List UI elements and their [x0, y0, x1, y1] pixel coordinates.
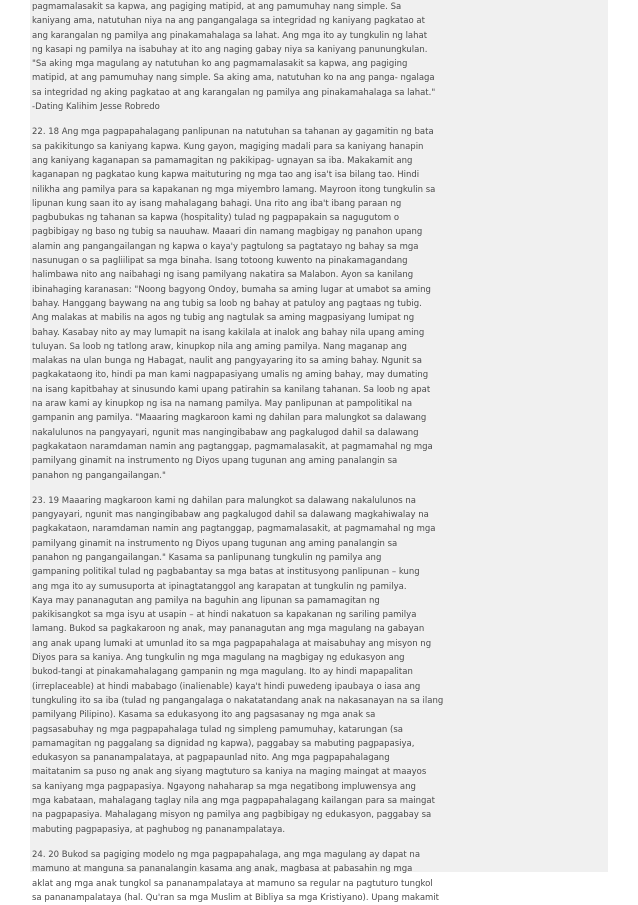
text-line: panahon ng pangangailangan.": [32, 470, 166, 481]
text-line: tungkuling ito sa iba (tulad ng pangangalaga o nakatatandang anak na nakasanayan na sa ilang: [32, 695, 444, 706]
text-line: bahay. Kasabay nito ay may lumapit na isang kakilala at inalok ang bahay nila upang aming: [32, 327, 425, 338]
text-line: sa pakikitungo sa kaniyang kapwa. Kung gayon, magiging madali para sa kaniyang hanapin: [32, 141, 424, 152]
paragraph-gap: [32, 837, 592, 848]
paragraph: [32, 494, 592, 837]
document-body: [32, 0, 592, 905]
paragraph-gap: [32, 483, 592, 494]
text-line: panahon ng pangangailangan." Kasama sa panlipunang tungkulin ng pamilya ang: [32, 552, 382, 563]
text-line: maitatanim sa puso ng anak ang siyang magtuturo sa kaniya na maging maingat at maayos: [32, 767, 427, 778]
text-line: pakikisangkot sa mga isyu at usapin – at hindi nakatuon sa kapakanan ng sariling pamilya: [32, 610, 417, 621]
text-line: nasunugan o sa pagliilipat sa mga binaha. Isang totoong kuwento na pinakamagandang: [32, 256, 408, 267]
text-line: 24. 20 Bukod sa pagiging modelo ng mga pagpapahalaga, ang mga magulang ay dapat na: [32, 849, 421, 860]
text-line: 22. 18 Ang mga pagpapahalagang panlipunan na natutuhan sa tahanan ay gagamitin ng bata: [32, 127, 434, 138]
text-line: na pagpapasiya. Mahalagang misyon ng pamilya ang pagbibigay ng edukasyon, paggabay sa: [32, 810, 432, 821]
text-line: na isang kapitbahay at sinusundo kami upang patirahin sa kanilang tahanan. Sa loob ng apat: [32, 384, 431, 395]
text-line: Ang malakas at mabilis na agos ng tubig ang nagtulak sa aming magpasiyang lumipat ng: [32, 313, 415, 324]
text-line: sa pananampalataya (hal. Qu'ran sa mga Muslim at Bibliya sa mga Kristiyano). Upang makamit: [32, 892, 440, 903]
text-line: alamin ang pangangailangan ng kapwa o kaya'y pagtulong sa pagtatayo ng bahay sa mga: [32, 241, 419, 252]
text-line: ang anak upang lumaki at umunlad ito sa mga pagpapahalaga at maisabuhay ang misyon ng: [32, 638, 432, 649]
text-line: mamuno at manguna sa pananalangin kasama ang anak, magbasa at pabasahin ng mga: [32, 864, 413, 875]
text-line: na araw kami ay kinupkop ng isa na namang pamilya. May panlipunan at pampolitikal na: [32, 399, 413, 410]
text-line: pamilyang ginamit na instrumento ng Diyos upang tugunan ang aming panalangin sa: [32, 538, 398, 549]
text-line: ng kasapi ng pamilya na isabuhay at ito ang naging gabay niya sa kaniyang panunungkulan.: [32, 44, 428, 55]
text-line: pagkakataong ito, hindi pa man kami nagpapasiyang umalis ng aming bahay, may dumating: [32, 370, 429, 381]
paragraph: [32, 0, 592, 114]
text-line: mabuting pagpapasiya, at paghubog ng pananampalataya.: [32, 824, 286, 835]
text-line: gampaning politikal tulad ng pagbabantay sa mga batas at institusyong panlipunan – kung: [32, 567, 420, 578]
text-line: -Dating Kalihim Jesse Robredo: [32, 102, 160, 113]
text-line: pagbubukas ng tahanan sa kapwa (hospitality) tulad ng pagpapakain sa nagugutom o: [32, 213, 400, 224]
text-line: nilikha ang pamilya para sa kapakanan ng mga miyembro lamang. Mayroon itong tungkulin sa: [32, 184, 436, 195]
text-line: gampanin ang pamilya. "Maaaring magkaroon kami ng dahilan para malungkot sa dalawang: [32, 413, 427, 424]
text-line: pagkakataon naramdaman namin ang pagtanggap, pagmamalasakit, at pagmamahal ng mga: [32, 441, 433, 452]
text-line: ang mga ito ay sumusuporta at ipinagtatanggol ang karapatan at tungkulin ng pamilya.: [32, 581, 407, 592]
text-line: sa integridad ng aking pagkatao at ang karangalan ng pamilya ang pinakamahalaga sa lahat.": [32, 87, 436, 98]
text-line: kaniyang ama, natutuhan niya na ang pangangalaga sa integridad ng kaniyang pagkatao at: [32, 16, 425, 27]
text-line: pagmamalasakit sa kapwa, ang pagiging matipid, at ang pamumuhay nang simple. Sa: [32, 2, 402, 12]
text-line: kaganapan ng pagkatao kung kapwa maituturing ng mga tao ang isa't isa bilang tao. Hindi: [32, 170, 420, 181]
text-line: malakas na ulan bunga ng Habagat, naulit ang pangyayaring ito sa aming bahay. Ngunit sa: [32, 356, 422, 367]
paragraph-gap: [32, 114, 592, 125]
text-line: halimbawa nito ang naibahagi ng isang pamilyang nakatira sa Malabon. Ayon sa kanilang: [32, 270, 414, 281]
text-line: matipid, at ang pamumuhay nang simple. Sa aking ama, natutuhan ko na ang panga- ngalaga: [32, 73, 435, 84]
text-line: pangyayari, ngunit mas nangingibabaw ang pagkalugod dahil sa dalawang magkahiwalay na: [32, 510, 429, 521]
text-line: ang karangalan ng pamilya ang pinakamahalaga sa lahat. Ang mga ito ay tungkulin ng lahat: [32, 30, 428, 41]
text-line: tuluyan. Sa loob ng tatlong araw, kinupkop nila ang aming pamilya. Nang maganap ang: [32, 341, 407, 352]
text-line: Kaya may pananagutan ang pamilya na baguhin ang lipunan sa pamamagitan ng: [32, 595, 380, 606]
text-line: pagbibigay ng baso ng tubig sa nauuhaw. Maaari din namang magbigay ng panahon upang: [32, 227, 423, 238]
text-line: pamilyang Pilipino). Kasama sa edukasyong ito ang pagsasanay ng mga anak sa: [32, 710, 376, 721]
text-line: edukasyon sa pananampalataya, at pagpapaunlad nito. Ang mga pagpapahalagang: [32, 753, 390, 764]
text-line: pagsasabuhay ng mga pagpapahalaga tulad ng simpleng pamumuhay, katarungan (sa: [32, 724, 403, 735]
text-line: pagkakataon, naramdaman namin ang pagtanggap, pagmamalasakit, at pagmamahal ng mga: [32, 524, 436, 535]
text-line: 23. 19 Maaaring magkaroon kami ng dahilan para malungkot sa dalawang nakalulunos na: [32, 495, 416, 506]
text-line: nakalulunos na pangyayari, ngunit mas nangingibabaw ang pagkalugod dahil sa dalawang: [32, 427, 419, 438]
text-line: lipunan kung saan ito ay isang mahalagang bahagi. Una rito ang iba't ibang paraan ng: [32, 198, 402, 209]
text-line: ibinahaging karanasan: "Noong bagyong Ondoy, bumaha sa aming lugar at umabot sa aming: [32, 284, 431, 295]
paragraph: [32, 125, 592, 482]
text-line: "Sa aking mga magulang ay natutuhan ko ang pagmamalasakit sa kapwa, ang pagiging: [32, 59, 408, 70]
text-line: pamilyang ginamit na instrumento ng Diyos upang tugunan ang aming panalangin sa: [32, 456, 398, 467]
text-line: Diyos para sa kaniya. Ang tungkulin ng mga magulang na magbigay ng edukasyon ang: [32, 653, 405, 664]
text-line: ang kaniyang kaganapan sa pamamagitan ng pakikipag- ugnayan sa iba. Makakamit ang: [32, 155, 413, 166]
text-line: pamamagitan ng paggalang sa dignidad ng kapwa), paggabay sa mabuting pagpapasiya,: [32, 738, 415, 749]
text-line: lamang. Bukod sa pagkakaroon ng anak, may pananagutan ang mga magulang na gabayan: [32, 624, 425, 635]
text-line: bahay. Hanggang baywang na ang tubig sa loob ng bahay at patuloy ang pagtaas ng tubig.: [32, 298, 422, 309]
text-line: (irreplaceable) at hindi mababago (inalienable) kaya't hindi puwedeng ipaubaya o iasa ang: [32, 681, 421, 692]
text-line: mga kabataan, mahalagang taglay nila ang mga pagpapahalagang kailangan para sa maingat: [32, 796, 435, 807]
text-line: aklat ang mga anak tungkol sa pananampalataya at mamuno sa regular na pagtuturo tungkol: [32, 878, 433, 889]
text-line: bukod-tangi at pinakamahalagang gampanin ng mga magulang. Ito ay hindi mapapalitan: [32, 667, 413, 678]
paragraph: [32, 848, 592, 905]
text-line: sa kaniyang mga pagpapasiya. Ngayong nahaharap sa mga negatibong impluwensya ang: [32, 781, 416, 792]
